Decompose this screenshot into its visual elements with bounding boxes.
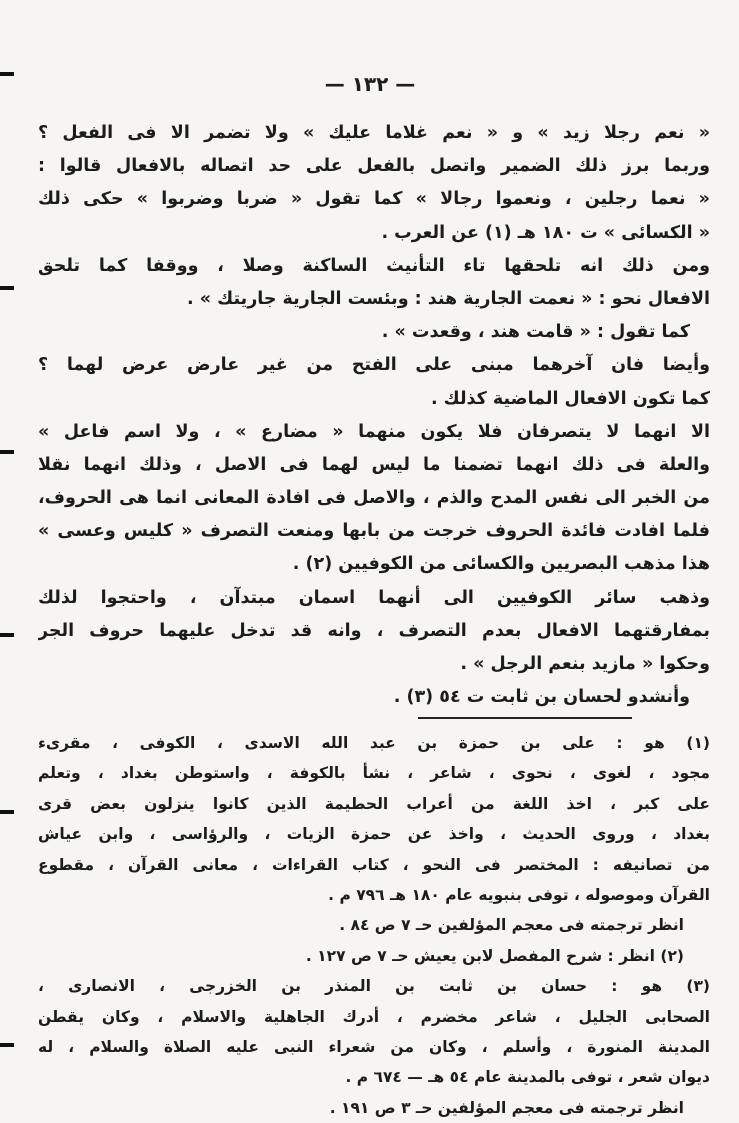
text-line: الا انهما لا يتصرفان فلا يكون منهما « مضارع » ، ولا اسم فاعل » <box>38 421 710 442</box>
footnote-line: (١) هو : على بن حمزة بن عبد الله الاسدى ، الكوفى ، مقرىء <box>38 734 710 752</box>
footnote-line: (٢) انظر : شرح المفصل لابن يعيش حـ ٧ ص ١٢٧ . <box>305 946 684 965</box>
footnote-line: مجود ، لغوى ، نحوى ، شاعر ، نشأ بالكوفة ، واستوطن بغداد ، وتعلم <box>38 764 710 783</box>
text-line: وأنشدو لحسان بن ثابت ت ٥٤ (٣) . <box>393 687 690 708</box>
scan-edge-mark <box>0 450 14 454</box>
footnote-line: الصحابى الجليل ، شاعر مخضرم ، أدرك الجاهلية والاسلام ، وكان يقطن <box>38 1007 710 1026</box>
main-text <box>38 117 710 714</box>
text-line: هذا مذهب البصريين والكسائى من الكوفيين (٢) . <box>292 554 710 575</box>
text-line: « نعما رجلين ، ونعموا رجالا » كما تقول « ضربا وضربوا » حكى ذلك <box>38 189 710 210</box>
text-line: « الكسائى » ت ١٨٠ هـ (١) عن العرب . <box>381 222 710 243</box>
text-line: الافعال نحو : « نعمت الجارية هند : وبئست الجارية جاريتك » . <box>187 288 710 309</box>
footnote-line: من تصانيفه : المختصر فى النحو ، كتاب القراءات ، معانى القرآن ، مقطوع <box>38 855 710 874</box>
footnote-line: انظر ترجمته فى معجم المؤلفين حـ ٣ ص ١٩١ . <box>329 1098 684 1117</box>
text-line: والعلة فى ذلك انهما تضمنا ما ليس لهما فى الاصل ، وذلك انهما نقلا <box>38 454 710 475</box>
text-line: وذهب سائر الكوفيين الى أنهما اسمان مبتدآن ، واحتجوا لذلك <box>38 587 710 608</box>
footnote-line: بغداد ، وروى الحديث ، واخذ عن حمزة الزيات ، والرؤاسى ، وابن عياش <box>38 825 710 844</box>
scan-edge-mark <box>0 72 14 76</box>
scan-edge-mark <box>0 633 14 637</box>
text-line: وربما برز ذلك الضمير واتصل بالفعل على حد اتصاله بالافعال قالوا : <box>38 156 710 177</box>
footnote-line: (٣) هو : حسان بن ثابت بن المنذر بن الخزرجى ، الانصارى ، <box>38 977 710 996</box>
text-line: وأيضا فان آخرهما مبنى على الفتح من غير عارض عرض لهما ؟ <box>38 355 710 376</box>
text-line: « نعم رجلا زيد » و « نعم غلاما عليك » ولا تضمر الا فى الفعل ؟ <box>38 123 710 143</box>
text-line: من الخبر الى نفس المدح والذم ، والاصل فى افادة المعانى انما هى الحروف، <box>38 488 710 509</box>
footnote-line: القرآن وموصوله ، توفى بنبويه عام ١٨٠ هـ ٧٩٦ م . <box>328 885 710 904</box>
scan-edge-mark <box>0 286 14 290</box>
scan-edge-mark <box>0 1043 14 1047</box>
text-line: كما تكون الافعال الماضية كذلك . <box>430 388 710 409</box>
footnote-line: ديوان شعر ، توفى بالمدينة عام ٥٤ هـ — ٦٧٤ م . <box>345 1068 710 1087</box>
footnote-divider <box>418 717 632 719</box>
text-line: ومن ذلك انه تلحقها تاء التأنيث الساكنة وصلا ، ووقفا كما تلحق <box>38 255 710 276</box>
page-number: — ١٣٢ — <box>324 72 416 96</box>
text-line: بمفارقتهما الافعال بعدم التصرف ، وانه قد تدخل عليهما حروف الجر <box>38 620 710 641</box>
text-line: فلما افادت فائدة الحروف خرجت من بابها ومنعت التصرف « كليس وعسى » <box>38 521 710 542</box>
footnote-line: انظر ترجمته فى معجم المؤلفين حـ ٧ ص ٨٤ . <box>339 916 684 935</box>
footnote-line: المدينة المنورة ، وأسلم ، وكان من شعراء النبى عليه الصلاة والسلام ، له <box>38 1037 710 1056</box>
footnotes <box>38 728 710 1123</box>
scan-edge-mark <box>0 810 14 814</box>
text-line: كما تقول : « قامت هند ، وقعدت » . <box>381 322 690 343</box>
footnote-line: على كبر ، اخذ اللغة من أعراب الحطيمة الذين كانوا ينزلون بعض قرى <box>38 794 710 813</box>
text-line: وحكوا « مازيد بنعم الرجل » . <box>460 654 710 674</box>
